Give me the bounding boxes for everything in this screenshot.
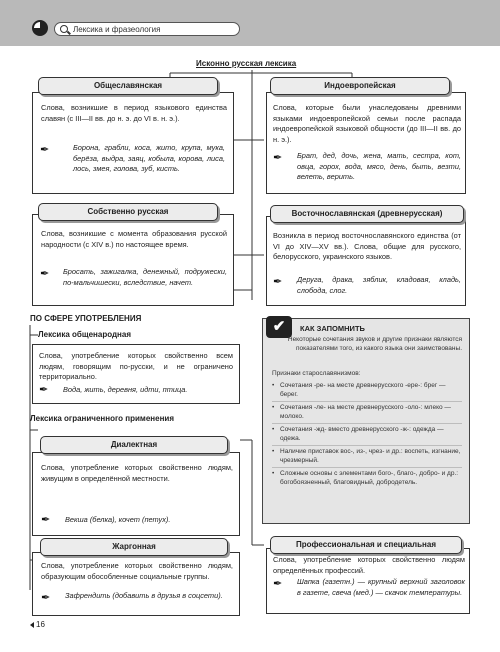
quill-icon: ✒ xyxy=(40,144,50,156)
quill-icon: ✒ xyxy=(41,514,51,526)
obshcheslav-definition: Слова, возникшие в период языкового единства славян (с III—II вв. до н. э. до VI в. н. э.). xyxy=(41,103,227,123)
memo-signs-label: Признаки старославянизмов: xyxy=(272,370,361,377)
card-zhargon xyxy=(32,552,240,616)
quill-icon: ✒ xyxy=(273,276,283,288)
prof-definition: Слова, употребление которых свойственно людям определённых профессий. xyxy=(273,555,465,575)
zhargon-title: Жаргонная xyxy=(40,538,228,556)
search-query: Лексика и фразеология xyxy=(73,25,161,34)
card-sobstvenno xyxy=(32,214,234,306)
sobstvenno-title: Собственно русская xyxy=(38,203,218,221)
zhargon-definition: Слова, употребление которых свойственно людям, образующим обособленные социальные группы. xyxy=(41,561,233,581)
memo-title: КАК ЗАПОМНИТЬ xyxy=(300,324,365,333)
card-indoevrop xyxy=(266,92,466,194)
vostochno-examples: Деруга, драка, зяблик, кладовая, кладь, слобода, слог. xyxy=(297,275,461,295)
quill-icon: ✒ xyxy=(41,592,51,604)
checkmark-icon: ✔ xyxy=(266,316,292,338)
vostochno-definition: Возникла в период восточнославянского единства (от VI до XIV—XV вв.). Слова, общие для русского, белорусского, украинского языков. xyxy=(273,231,461,261)
page-number: 16 xyxy=(36,620,45,629)
memo-bullet-1: • Сочетания -ре- на месте древнерусского -ере-: брег — берег. xyxy=(272,382,462,399)
obshchenarod-examples: Вода, жить, деревня, идти, птица. xyxy=(63,385,188,394)
indoevrop-title: Индоевропейская xyxy=(270,77,450,95)
indoevrop-definition: Слова, которые были унаследованы древними языками индоевропейской семьи после распада индоевропейской языковой общности (до III—II вв. до н. э.). xyxy=(273,103,461,144)
quill-icon: ✒ xyxy=(39,384,49,396)
heading-native-russian: Исконно русская лексика xyxy=(196,59,297,68)
obshchenarod-title: Лексика общенародная xyxy=(38,330,132,339)
quill-icon: ✒ xyxy=(40,268,50,280)
obshcheslav-title: Общеславянская xyxy=(38,77,218,95)
sobstvenno-definition: Слова, возникшие с момента образования русской народности (с XIV в.) по настоящее время. xyxy=(41,229,227,249)
card-dialekt xyxy=(32,452,240,536)
ogranich-heading: Лексика ограниченного применения xyxy=(30,414,174,423)
vostochno-title: Восточнославянская (древнерусская) xyxy=(270,205,464,223)
obshchenarod-definition: Слова, употребление которых свойственно всем людям, говорящим по-русски, и не ограничено территориально. xyxy=(39,351,233,381)
card-obshchenarod xyxy=(32,344,240,404)
memo-divider xyxy=(272,445,462,446)
zhargon-examples: Зафрендить (добавить в друзья в соцсети). xyxy=(65,591,223,600)
dialekt-definition: Слова, употребление которых свойственно людям, живущим в определённой местности. xyxy=(41,463,233,483)
prof-examples: Шапка (газетн.) — крупный верхний заголовок в газете, свеча (мед.) — скачок температуры. xyxy=(297,577,465,597)
sobstvenno-examples: Бросать, зажигалка, денежный, подружески, по-мальчишески, вследствие, начет. xyxy=(63,267,227,287)
memo-bullet-2: • Сочетания -ле- на месте древнерусского -оло-: млеко — молоко. xyxy=(272,404,462,421)
quill-icon: ✒ xyxy=(273,578,283,590)
card-vostochno xyxy=(266,216,466,306)
memo-bullet-3: • Сочетания -жд- вместо древнерусского -ж-: одежда — одежа. xyxy=(272,426,462,443)
quill-icon: ✒ xyxy=(273,152,283,164)
memo-divider xyxy=(272,401,462,402)
card-prof xyxy=(266,548,470,614)
memo-divider xyxy=(272,467,462,468)
dialekt-examples: Векша (белка), кочет (петух). xyxy=(65,515,171,524)
memo-bullet-4: • Наличие приставок вос-, из-, чрез- и др.: воспеть, изгнание, чрезмерный. xyxy=(272,448,462,465)
indoevrop-examples: Брат, дед, дочь, жена, мать, сестра, кот, овца, горох, вода, мясо, день, быть, везти, велеть, верить. xyxy=(297,151,461,181)
page-arrow-icon xyxy=(30,622,34,628)
obshcheslav-examples: Борона, грабли, коса, жито, крупа, мука, берёза, выдра, заяц, кобыла, корова, лиса, лось, змея, голова, зуб, кисть. xyxy=(73,143,225,173)
prof-title: Профессиональная и специальная xyxy=(270,536,462,554)
card-obshcheslav xyxy=(32,92,234,194)
dialekt-title: Диалектная xyxy=(40,436,228,454)
memo-divider xyxy=(272,423,462,424)
usage-heading: ПО СФЕРЕ УПОТРЕБЛЕНИЯ xyxy=(30,314,142,323)
memo-bullet-5: • Сложные основы с элементами бого-, благо-, добро- и др.: богобоязненный, благовидный, добродетель. xyxy=(272,470,462,487)
memo-intro: Некоторые сочетания звуков и другие признаки являются показателями того, из какого языка они заимствованы. xyxy=(287,336,462,352)
